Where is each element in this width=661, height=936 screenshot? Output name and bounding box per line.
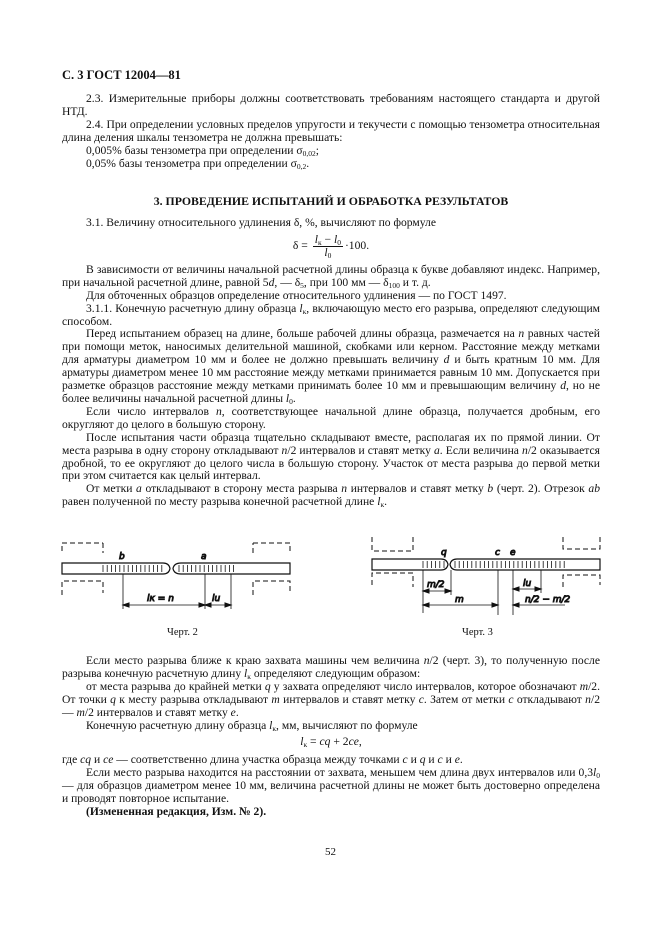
italic-var: l — [269, 718, 273, 732]
text: . — [235, 705, 239, 719]
figure-2-caption: Черт. 2 — [167, 627, 198, 638]
subscript: 0 — [289, 396, 293, 406]
var: l — [314, 232, 318, 246]
text: интервалов и ставят метку — [347, 482, 488, 496]
italic-var: ab — [588, 482, 600, 496]
subscript: к — [303, 740, 308, 750]
text: /2 интервалов и ставят метку — [84, 705, 231, 719]
text: Для обточенных образцов определение относительного удлинения — по ГОСТ 1497. — [86, 288, 507, 302]
paragraph — [62, 158, 600, 171]
text: откладывают — [513, 692, 586, 706]
paragraph — [62, 328, 600, 405]
section-3-1-text — [62, 217, 600, 509]
paragraph — [62, 806, 600, 819]
text: . — [292, 391, 296, 405]
text: от места разрыва до крайней метки — [86, 679, 265, 693]
text: = — [307, 735, 320, 749]
section-heading: 3. ПРОВЕДЕНИЕ ИСПЫТАНИЙ И ОБРАБОТКА РЕЗУЛЬТАТОВ — [153, 194, 509, 208]
paragraph — [62, 93, 600, 119]
text: и быть кратным 10 мм. Для арматуры диаметром менее 10 мм расстояние между метками принимается равным 10 мм. Допускается при разметке образцов расстояние между метками принимать более 10 мм и превышающим величину — [62, 353, 600, 393]
italic-var: m — [271, 692, 280, 706]
italic-var: n — [585, 692, 591, 706]
italic-var: l — [593, 766, 597, 780]
text: и — [442, 753, 455, 767]
text: /2. От точки — [62, 679, 600, 706]
elongation-formula — [62, 234, 600, 259]
text: , — [358, 735, 362, 749]
subscript: 5 — [300, 280, 304, 290]
subscript: к — [317, 237, 322, 247]
text: , включающую место его разрыва, определяют следующим способом. — [62, 301, 600, 328]
figure-3-caption: Черт. 3 — [462, 627, 493, 638]
italic-var: n — [215, 404, 222, 418]
text: + 2 — [330, 735, 349, 749]
text: После испытания части образца тщательно складывают вместе, располагая их по прямой линии. От места разрыва в одну сторону откладывают — [62, 430, 600, 457]
paragraph — [62, 406, 600, 432]
text: . Если величина — [439, 443, 523, 457]
text: /2 интервалов и ставят метку — [287, 443, 434, 457]
text: и — [407, 753, 420, 767]
paragraph — [62, 217, 600, 230]
paragraph — [62, 264, 600, 290]
subscript: 0 — [327, 250, 332, 260]
italic-var: c — [437, 753, 443, 767]
var: l — [333, 232, 338, 246]
dim-lu: lu — [212, 594, 221, 604]
subscript: 0,02 — [302, 148, 316, 158]
dim-lu: lu — [523, 579, 532, 589]
text: (черт. 2). Отрезок — [493, 482, 589, 496]
text: . — [306, 156, 310, 170]
italic-var: n — [341, 482, 348, 496]
text: откладывают в сторону места разрыва — [141, 482, 342, 496]
dim-lk: lк = n — [147, 594, 174, 604]
label-b: b — [119, 552, 125, 562]
page-header: С. 3 ГОСТ 12004—81 — [62, 68, 181, 82]
paragraph — [62, 720, 600, 733]
text: определяют следующим образом: — [250, 666, 421, 680]
text: /2 оказывается дробной, то ее округляют до целого числа в большую сторону. Участок от места разрыва до первой метки при этом считается как целый интервал. — [62, 443, 600, 483]
text: , но не более величины начальной расчетной длины — [62, 379, 600, 405]
label-a: a — [201, 552, 207, 562]
italic-var: d — [560, 379, 567, 393]
text: От метки — [86, 482, 137, 496]
text: 0,005% базы тензометра при определении σ — [86, 143, 303, 157]
text: интервалов и ставят метку — [279, 692, 419, 706]
subscript: 0,2 — [296, 161, 307, 171]
label-c: c — [495, 548, 500, 558]
text: Если место разрыва находится на расстоянии от захвата, меньшем чем длина двух интервалов или 0,3 — [86, 766, 594, 780]
italic-var: ce — [348, 735, 359, 749]
paragraph — [62, 767, 600, 806]
dim-m: m — [455, 595, 464, 605]
text: 2.4. При определении условных пределов упругости и текучести с помощью тензометра относительная длина деления шкалы тензометра не должна превышать: — [62, 117, 600, 144]
italic-var: q — [419, 753, 426, 767]
text: у захвата определяют число интервалов, которое обозначают — [270, 679, 580, 693]
subscript: к — [272, 723, 277, 733]
label-e: e — [510, 548, 516, 558]
italic-var: n — [518, 327, 525, 341]
italic-var: e — [454, 753, 460, 767]
text: Перед испытанием образец на длине, больше рабочей длины образца, размечается на — [86, 327, 519, 341]
italic-var: l — [285, 391, 290, 405]
numerator — [313, 234, 343, 247]
minus: − — [321, 232, 334, 246]
text: , — δ — [274, 275, 301, 289]
italic-var: n — [281, 443, 288, 457]
italic-var: l — [244, 666, 248, 680]
italic-var: cq — [319, 735, 331, 749]
figure-3-drawing — [365, 533, 605, 628]
italic-var: b — [487, 482, 494, 496]
fraction — [313, 234, 343, 259]
italic-var: q — [264, 679, 271, 693]
text: Если место разрыва ближе к краю захвата машины чем величина — [86, 654, 424, 667]
text: 3.1.1. Конечную расчетную длину образца — [86, 301, 300, 315]
text: 3.1. Величину относительного удлинения δ, %, вычисляют по формуле — [86, 216, 436, 229]
formula-lhs: δ = — [292, 239, 311, 253]
italic-var: d — [268, 275, 275, 289]
text: В зависимости от величины начальной расчетной длины образца к букве добавляют индекс. Например, при начальной расчетной длине, равной 5 — [62, 262, 600, 289]
text: . Затем от метки — [423, 692, 509, 706]
text: (Измененная редакция, Изм. № 2). — [86, 804, 267, 818]
text: равен полученной по месту разрыва конечной расчетной длине — [62, 495, 378, 509]
italic-var: cq — [80, 753, 92, 767]
text: равных частей при помощи меток, наносимых делительной машиной, скобками или керном. Расстояние между метками для арматуры диаметром 10 мм и более не должно превышать величину — [62, 327, 600, 367]
italic-var: n — [423, 654, 430, 667]
dim-m2: m/2 — [427, 580, 445, 590]
formula-rhs: ·100. — [344, 239, 370, 253]
italic-var: n — [522, 443, 528, 457]
text: . — [384, 495, 387, 509]
subscript: 100 — [388, 280, 400, 290]
section-3-1-continued-text — [62, 655, 600, 819]
italic-var: c — [418, 692, 424, 706]
text: . — [459, 753, 463, 767]
paragraph — [62, 681, 600, 720]
section-2-text — [62, 93, 600, 170]
text: 2.3. Измерительные приборы должны соответствовать требованиям настоящего стандарта и другой НТД. — [62, 92, 600, 118]
figure-2-drawing — [55, 533, 295, 628]
text: , соответствующее начальной длине образца, получается дробным, его округляют до целого в большую сторону. — [62, 404, 600, 431]
page-number: 52 — [325, 846, 336, 858]
italic-var: e — [230, 705, 236, 719]
italic-var: m — [579, 679, 589, 693]
italic-var: l — [300, 735, 304, 749]
text: Конечную расчетную длину образца — [86, 718, 270, 732]
subscript: к — [247, 671, 251, 681]
subscript: к — [302, 306, 307, 316]
paragraph — [62, 432, 600, 484]
denominator — [313, 247, 343, 259]
text: и — [91, 753, 104, 767]
italic-var: m — [76, 705, 85, 719]
text: где — [62, 753, 81, 767]
var: l — [324, 245, 328, 259]
italic-var: c — [508, 692, 514, 706]
text: 0,05% базы тензометра при определении σ — [86, 156, 297, 170]
italic-var: a — [136, 482, 142, 496]
text: — для образцов диаметром менее 10 мм, величина расчетной длины не может быть достоверно определена и проводят повторное испытание. — [62, 779, 600, 806]
italic-var: a — [433, 443, 440, 457]
paragraph — [62, 655, 600, 681]
text: ; — [315, 143, 319, 157]
italic-var: ce — [103, 753, 114, 767]
dim-n2-m2: n/2 − m/2 — [525, 595, 571, 605]
italic-var: q — [110, 692, 116, 706]
subscript: к — [380, 500, 385, 510]
text: — соответственно длина участка образца между точками — [113, 753, 403, 767]
paragraph — [62, 736, 600, 749]
text: , мм, вычисляют по формуле — [276, 718, 418, 732]
paragraph — [62, 119, 600, 145]
text: Если число интервалов — [86, 404, 216, 418]
italic-var: c — [402, 753, 408, 767]
subscript: 0 — [596, 771, 600, 781]
italic-var: d — [443, 353, 450, 367]
italic-var: l — [299, 301, 303, 315]
subscript: 0 — [337, 237, 341, 247]
text: /2 — — [62, 692, 600, 719]
text: /2 (черт. 3), то полученную после разрыва конечную расчетную длину — [62, 654, 600, 680]
paragraph — [62, 303, 600, 329]
text: и т. д. — [399, 275, 431, 289]
text: к месту разрыва откладывают — [115, 692, 272, 706]
paragraph — [62, 483, 600, 509]
text: , при 100 мм — δ — [303, 275, 389, 289]
label-q: q — [441, 548, 447, 558]
italic-var: l — [377, 495, 381, 509]
text: и — [425, 753, 438, 767]
